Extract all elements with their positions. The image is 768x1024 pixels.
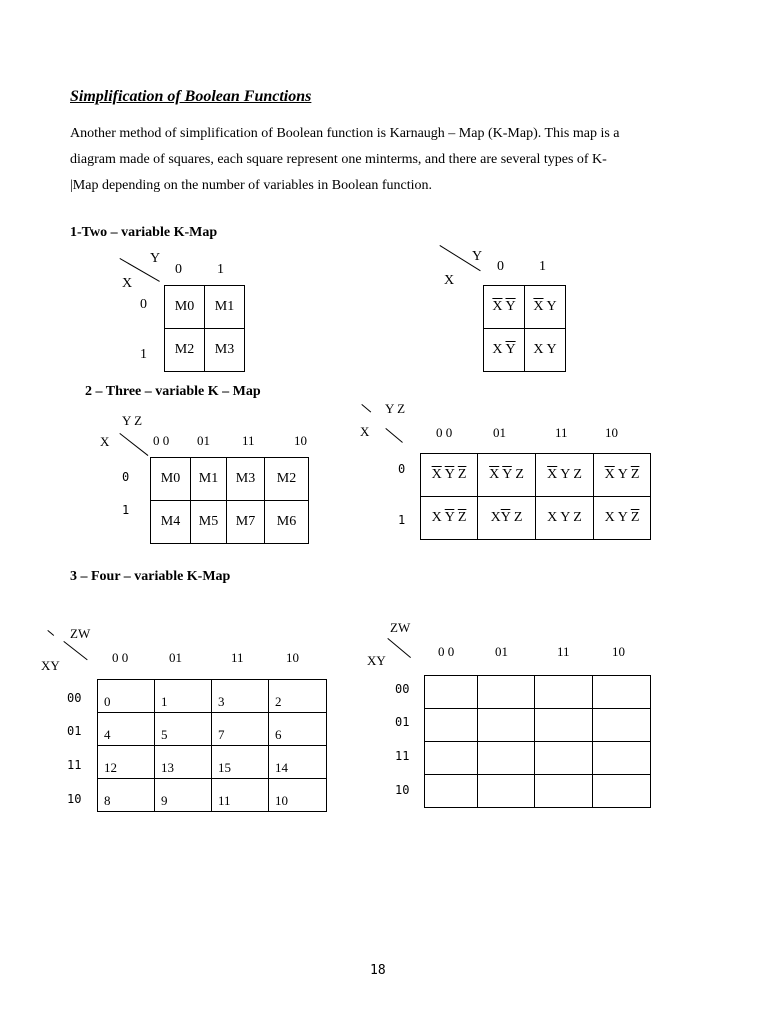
kmap-empty-cell [593, 709, 651, 742]
four-var-kmap [97, 679, 327, 812]
kmap-cell: 11 [212, 779, 269, 812]
kmap-literal-cell: X Y $\overline{Z}$ [594, 497, 651, 540]
kmap-cell: M2 [165, 329, 205, 372]
row-var-label: X [100, 434, 110, 449]
col-header: 10 [286, 650, 299, 665]
col-header: 0 [497, 259, 504, 274]
kmap-literal-cell: $\overline{X}$ Y [525, 286, 566, 329]
kmap-cell: 8 [98, 779, 155, 812]
kmap-cell: 12 [98, 746, 155, 779]
col-header: 11 [555, 425, 568, 440]
col-header: 01 [493, 425, 506, 440]
col-header: 0 [175, 262, 182, 277]
row-header: 0 [398, 462, 406, 476]
kmap-cell: 0 [98, 680, 155, 713]
two-var-heading: 1-Two – variable K-Map [70, 225, 218, 240]
kmap-cell: M0 [151, 458, 191, 501]
col-header: 01 [197, 433, 210, 448]
col-header: 10 [612, 644, 625, 659]
kmap-cell: M2 [265, 458, 309, 501]
diagonal-divider [63, 641, 87, 660]
diagonal-divider [47, 630, 54, 636]
col-var-label: ZW [70, 626, 91, 641]
row-header: 1 [398, 513, 406, 527]
kmap-cell: M3 [205, 329, 245, 372]
kmap-empty-cell [593, 742, 651, 775]
intro-paragraph [70, 121, 710, 199]
kmap-cell: M3 [227, 458, 265, 501]
col-var-label: Y [150, 251, 161, 266]
col-header: 10 [605, 425, 618, 440]
col-header: 0 0 [436, 425, 453, 440]
kmap-empty-cell [425, 709, 478, 742]
col-header: 0 0 [153, 433, 170, 448]
kmap-cell: M5 [191, 501, 227, 544]
col-header: 11 [242, 433, 255, 448]
kmap-cell: M1 [205, 286, 245, 329]
kmap-empty-cell [478, 676, 535, 709]
kmap-cell: 1 [155, 680, 212, 713]
four-var-empty-kmap [424, 675, 651, 808]
row-var-label: XY [367, 653, 386, 668]
kmap-cell: 13 [155, 746, 212, 779]
row-header: 0 [140, 297, 147, 312]
kmap-empty-cell [425, 676, 478, 709]
kmap-cell: 15 [212, 746, 269, 779]
kmap-cell: 14 [269, 746, 327, 779]
col-header: 01 [169, 650, 182, 665]
row-header: 10 [395, 783, 410, 797]
two-var-literal-kmap [483, 285, 566, 372]
diagonal-divider [119, 433, 148, 456]
col-header: 1 [217, 262, 224, 277]
col-header: 11 [231, 650, 244, 665]
row-header: 01 [395, 715, 410, 729]
col-var-label: Y Z [385, 401, 406, 416]
kmap-cell: M0 [165, 286, 205, 329]
kmap-cell: 2 [269, 680, 327, 713]
kmap-cell: M4 [151, 501, 191, 544]
kmap-empty-cell [425, 775, 478, 808]
kmap-literal-cell: $\overline{X}$ $\overline{Y}$ Z [478, 454, 536, 497]
row-var-label: X [444, 273, 455, 288]
col-header: 1 [539, 259, 546, 274]
kmap-cell: 5 [155, 713, 212, 746]
kmap-cell: M6 [265, 501, 309, 544]
three-var-literal-kmap [420, 453, 651, 540]
row-var-label: X [360, 424, 370, 439]
col-header: 11 [557, 644, 570, 659]
kmap-empty-cell [593, 676, 651, 709]
page-title: Simplification of Boolean Functions [70, 88, 312, 105]
kmap-literal-cell: $\overline{X}$ $\overline{Y}$ [484, 286, 525, 329]
two-var-kmap [164, 285, 245, 372]
kmap-cell: 6 [269, 713, 327, 746]
kmap-cell: M1 [191, 458, 227, 501]
row-header: 00 [67, 691, 82, 705]
row-var-label: X [122, 276, 133, 291]
kmap-empty-cell [478, 742, 535, 775]
col-var-label: Y [472, 249, 483, 264]
kmap-cell: 7 [212, 713, 269, 746]
kmap-literal-cell: X Y [525, 329, 566, 372]
kmap-literal-cell: $\overline{X}$ Y $\overline{Z}$ [594, 454, 651, 497]
kmap-cell: 3 [212, 680, 269, 713]
row-header: 00 [395, 682, 410, 696]
page-number: 18 [370, 963, 386, 978]
kmap-literal-cell: X $\overline{Y}$ $\overline{Z}$ [421, 497, 478, 540]
col-var-label: ZW [390, 620, 411, 635]
three-var-kmap [150, 457, 309, 544]
row-header: 10 [67, 792, 82, 806]
three-var-heading: 2 – Three – variable K – Map [85, 384, 261, 399]
intro-line: Another method of simplification of Boolean function is Karnaugh – Map (K-Map). This map is a [70, 126, 620, 141]
col-header: 0 0 [112, 650, 129, 665]
kmap-cell: M7 [227, 501, 265, 544]
row-header: 1 [122, 503, 130, 517]
kmap-empty-cell [478, 775, 535, 808]
row-header: 01 [67, 724, 82, 738]
row-header: 1 [140, 347, 147, 362]
row-header: 11 [395, 749, 410, 763]
kmap-empty-cell [535, 742, 593, 775]
diagonal-divider [385, 428, 402, 443]
kmap-cell: 10 [269, 779, 327, 812]
col-header: 10 [294, 433, 307, 448]
kmap-cell: 4 [98, 713, 155, 746]
kmap-empty-cell [425, 742, 478, 775]
row-header: 0 [122, 470, 130, 484]
kmap-empty-cell [535, 775, 593, 808]
kmap-empty-cell [535, 709, 593, 742]
four-var-heading: 3 – Four – variable K-Map [70, 569, 231, 584]
kmap-literal-cell: $\overline{X}$ $\overline{Y}$ $\overline{Z}$ [421, 454, 478, 497]
diagonal-divider [387, 638, 411, 658]
col-var-label: Y Z [122, 413, 143, 428]
kmap-literal-cell: X Y Z [536, 497, 594, 540]
kmap-literal-cell: $X\overline{Y}$ Z [478, 497, 536, 540]
kmap-empty-cell [535, 676, 593, 709]
row-header: 11 [67, 758, 82, 772]
intro-line: diagram made of squares, each square represent one minterms, and there are several types of K- [70, 152, 607, 167]
col-header: 0 0 [438, 644, 455, 659]
row-var-label: XY [41, 658, 60, 673]
kmap-empty-cell [593, 775, 651, 808]
kmap-cell: 9 [155, 779, 212, 812]
kmap-literal-cell: $\overline{X}$ Y Z [536, 454, 594, 497]
diagonal-divider [361, 404, 371, 412]
kmap-empty-cell [478, 709, 535, 742]
col-header: 01 [495, 644, 508, 659]
intro-line: |Map depending on the number of variables in Boolean function. [70, 178, 433, 193]
kmap-literal-cell: X $\overline{Y}$ [484, 329, 525, 372]
